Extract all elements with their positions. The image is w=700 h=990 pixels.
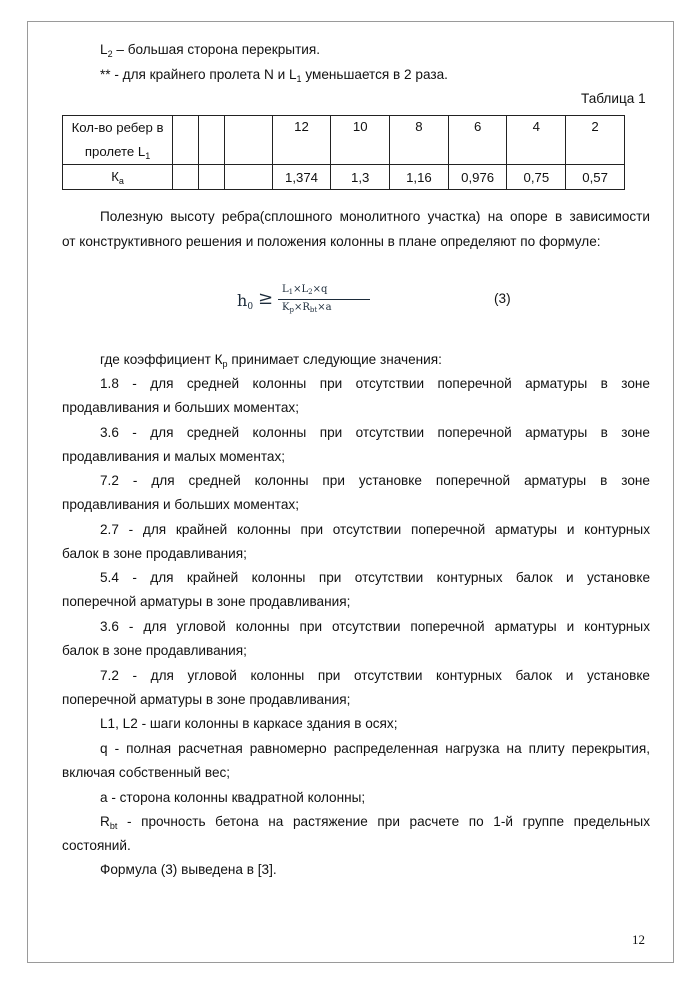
def-a: а - сторона колонны квадратной колонны; bbox=[100, 790, 366, 805]
table-cell-empty bbox=[225, 116, 272, 165]
table-cell: 1,3 bbox=[331, 165, 390, 190]
table-cell: 0,976 bbox=[448, 165, 507, 190]
table-cell: 1,16 bbox=[390, 165, 449, 190]
table-cell: 1,374 bbox=[272, 165, 331, 190]
formula-lhs: $h_0$ bbox=[237, 291, 254, 312]
kp-item-7-line-1: 7.2 - для угловой колонны при отсутствии контурных балок и установке bbox=[100, 668, 650, 683]
table-cell: 4 bbox=[507, 116, 566, 165]
n-note: ** - для крайнего пролета N и $L_1$ уменьшается в 2 раза. bbox=[100, 67, 448, 84]
formula-ge-sign: ≥ bbox=[258, 288, 274, 309]
page-number: 12 bbox=[632, 932, 645, 947]
def-rbt-line-2: состояний. bbox=[62, 838, 131, 853]
table-cell: 6 bbox=[448, 116, 507, 165]
table-header-ka: $К_а$ bbox=[63, 165, 173, 190]
table-cell: 0,57 bbox=[566, 165, 625, 190]
table-cell-empty bbox=[199, 116, 225, 165]
table-row bbox=[63, 165, 625, 190]
table-cell: 12 bbox=[272, 116, 331, 165]
formula-number: (3) bbox=[494, 291, 511, 306]
table-cell: 10 bbox=[331, 116, 390, 165]
kp-item-5-line-1: 5.4 - для крайней колонны при отсутствии контурных балок и установке bbox=[100, 570, 650, 585]
kp-item-7-line-2: поперечной арматуры в зоне продавливания; bbox=[62, 692, 351, 707]
table-cell: 0,75 bbox=[507, 165, 566, 190]
coefficient-table bbox=[62, 115, 625, 190]
table-cell-empty bbox=[173, 116, 199, 165]
formula-source-note: Формула (3) выведена в [3]. bbox=[100, 862, 277, 877]
def-q-line-2: включая собственный вес; bbox=[62, 765, 231, 780]
table-row bbox=[63, 116, 625, 165]
kp-item-6-line-2: балок в зоне продавливания; bbox=[62, 643, 247, 658]
kp-item-2-line-1: 3.6 - для средней колонны при отсутствии поперечной арматуры в зоне bbox=[100, 425, 650, 440]
def-q-line-1: q - полная расчетная равномерно распределенная нагрузка на плиту перекрытия, bbox=[100, 741, 650, 756]
kp-item-6-line-1: 3.6 - для угловой колонны при отсутствии поперечной арматуры и контурных bbox=[100, 619, 650, 634]
kp-item-2-line-2: продавливания и малых моментах; bbox=[62, 449, 286, 464]
l2-note: $L_2$ – большая сторона перекрытия. bbox=[100, 42, 321, 59]
kp-item-3-line-2: продавливания и больших моментах; bbox=[62, 497, 300, 512]
table-header-ribs: Кол-во ребер в пролете $L_1$ bbox=[63, 116, 173, 165]
formula-fraction-bar bbox=[278, 299, 370, 300]
kp-intro: где коэффициент $К_р$ принимает следующие значения: bbox=[100, 352, 442, 369]
kp-item-3-line-1: 7.2 - для средней колонны при установке поперечной арматуры в зоне bbox=[100, 473, 650, 488]
formula-numerator: $L_1\times L_2\times q$ bbox=[282, 284, 328, 296]
table-cell: 8 bbox=[390, 116, 449, 165]
formula-denominator: $K_p\times R_{bt}\times a$ bbox=[282, 302, 332, 314]
table-cell-empty bbox=[199, 165, 225, 190]
intro-line-2: от конструктивного решения и положения колонны в плане определяют по формуле: bbox=[62, 234, 601, 249]
table-caption: Таблица 1 bbox=[581, 91, 646, 106]
def-rbt-line-1: $R_{bt}$ - прочность бетона на растяжение при расчете по 1-й группе предельных bbox=[100, 814, 650, 831]
table-cell: 2 bbox=[566, 116, 625, 165]
kp-item-4-line-2: балок в зоне продавливания; bbox=[62, 546, 247, 561]
intro-line-1: Полезную высоту ребра(сплошного монолитного участка) на опоре в зависимости bbox=[100, 209, 650, 224]
kp-item-1-line-1: 1.8 - для средней колонны при отсутствии поперечной арматуры в зоне bbox=[100, 376, 650, 391]
table-cell-empty bbox=[173, 165, 199, 190]
kp-item-4-line-1: 2.7 - для крайней колонны при отсутствии поперечной арматуры и контурных bbox=[100, 522, 650, 537]
table-cell-empty bbox=[225, 165, 272, 190]
kp-item-5-line-2: поперечной арматуры в зоне продавливания; bbox=[62, 594, 351, 609]
kp-item-1-line-2: продавливания и больших моментах; bbox=[62, 400, 300, 415]
def-l-steps: L1, L2 - шаги колонны в каркасе здания в осях; bbox=[100, 716, 398, 731]
